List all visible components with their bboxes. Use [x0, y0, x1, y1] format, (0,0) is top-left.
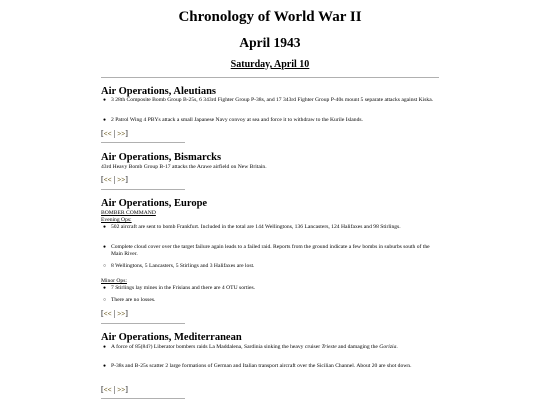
- nav-links-aleutians: [101, 129, 128, 138]
- nav-separator: |: [113, 309, 116, 318]
- bullet-icon: ●: [103, 118, 107, 123]
- next-link[interactable]: >>: [117, 310, 126, 318]
- list-item: 3 28th Composite Bomb Group B-25s, 6 343rd Fighter Group P-38s, and 17 343rd Fighter Group P-40s mount 5 separate attacks against Kiska.: [111, 97, 434, 103]
- list-item: There are no losses.: [111, 297, 156, 303]
- section-text-bismarcks: 43rd Heavy Bomb Group B-17 attacks the Arawe airfield on New Britain.: [101, 164, 267, 170]
- nav-separator: |: [113, 175, 116, 184]
- section-title-aleutians: Air Operations, Aleutians: [101, 86, 217, 97]
- bullet-icon: ●: [103, 245, 107, 250]
- list-item: 8 Wellingtons, 5 Lancasters, 5 Stirlings and 3 Halifaxes are lost.: [111, 263, 255, 269]
- nav-bracket-close: ]: [125, 309, 128, 318]
- prev-link[interactable]: <<: [103, 130, 112, 138]
- day-heading: Saturday, April 10: [230, 59, 310, 70]
- nav-separator: |: [113, 385, 116, 394]
- next-link[interactable]: >>: [117, 176, 126, 184]
- nav-bracket-open: [: [101, 309, 104, 318]
- list-item: [111, 344, 441, 351]
- nav-links-europe: [101, 309, 128, 318]
- section-divider: [101, 142, 185, 143]
- circle-bullet-icon: ○: [103, 264, 107, 269]
- section-divider: [101, 398, 185, 399]
- nav-links-mediterranean: [101, 385, 128, 394]
- minor-ops-label: Minor Ops:: [101, 278, 127, 284]
- next-link[interactable]: >>: [117, 130, 126, 138]
- list-item: 502 aircraft are sent to bomb Frankfurt. Included in the total are 144 Wellingtons, 136 Lancasters, 124 Halifaxes and 98 Stirlings.: [111, 224, 401, 230]
- section-title-europe: Air Operations, Europe: [101, 198, 208, 209]
- evening-ops-label: Evening Ops:: [101, 217, 132, 223]
- prev-link[interactable]: <<: [103, 176, 112, 184]
- page-title: Chronology of World War II: [178, 9, 362, 25]
- section-divider: [101, 189, 185, 190]
- raid-text: A force of 85(84?) Liberator bombers raids La Maddalena, Sardinia sinking the heavy cruiser: [111, 344, 322, 350]
- raid-text-cont: and damaging the: [336, 344, 378, 350]
- section-divider: [101, 323, 185, 324]
- nav-bracket-close: ]: [125, 385, 128, 394]
- bullet-icon: ●: [103, 225, 107, 230]
- nav-bracket-close: ]: [125, 129, 128, 138]
- nav-bracket-open: [: [101, 129, 104, 138]
- bullet-icon: ●: [103, 345, 107, 350]
- month-heading: April 1943: [239, 35, 301, 50]
- top-divider: [101, 77, 439, 78]
- circle-bullet-icon: ○: [103, 298, 107, 303]
- list-item: 7 Stirlings lay mines in the Frisians and there are 4 OTU sorties.: [111, 285, 256, 291]
- nav-separator: |: [113, 129, 116, 138]
- section-title-mediterranean: Air Operations, Mediterranean: [101, 332, 242, 343]
- ship-name-trieste: Trieste: [321, 344, 337, 350]
- nav-links-bismarcks: [101, 175, 128, 184]
- raid-text-end: .: [396, 344, 398, 350]
- nav-bracket-close: ]: [125, 175, 128, 184]
- prev-link[interactable]: <<: [103, 386, 112, 394]
- section-title-bismarcks: Air Operations, Bismarcks: [101, 152, 222, 163]
- list-item: Complete cloud cover over the target failure again leads to a failed raid. Reports from the ground indicate a few bombs in suburbs south of the Main River.: [111, 244, 430, 257]
- next-link[interactable]: >>: [117, 386, 126, 394]
- command-heading: BOMBER COMMAND: [101, 210, 156, 216]
- bullet-icon: ●: [103, 364, 107, 369]
- bullet-icon: ●: [103, 98, 107, 103]
- ship-name-gorizia: Gorizia: [379, 344, 397, 350]
- nav-bracket-open: [: [101, 385, 104, 394]
- bullet-icon: ●: [103, 286, 107, 291]
- nav-bracket-open: [: [101, 175, 104, 184]
- prev-link[interactable]: <<: [103, 310, 112, 318]
- list-item: 2 Patrol Wing 4 PBYs attack a small Japanese Navy convoy at sea and force it to withdraw to the Kurile Islands.: [111, 117, 363, 123]
- list-item: P-38s and B-25s scatter 2 large formations of German and Italian transport aircraft over the Sicilian Channel. About 20 are shot down.: [111, 363, 412, 369]
